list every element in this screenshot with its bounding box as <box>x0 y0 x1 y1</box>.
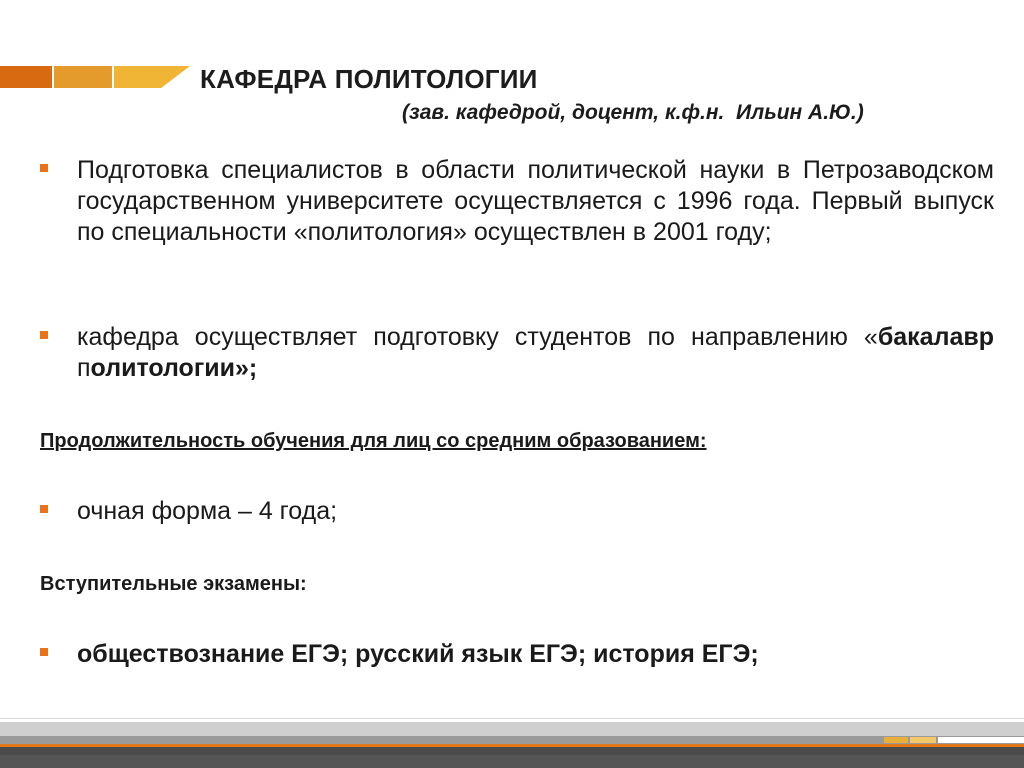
bullet-text-history: Подготовка специалистов в области политической науки в Петрозаводском государственном университете осуществляется с 1996 года. Первый выпуск по специальности «политология» осуществлен в 2001 году; <box>77 156 994 246</box>
bullet-item-bachelor <box>40 322 994 384</box>
footer-band <box>0 747 1024 755</box>
bullet-item-history <box>40 155 994 279</box>
bullet-text-bachelor-plain: кафедра осуществляет подготовку студентов по направлению « <box>77 323 878 351</box>
slide-subtitle: (зав. кафедрой, доцент, к.ф.н. Ильин А.Ю.) <box>402 101 864 124</box>
footer-accent <box>938 737 1024 743</box>
bullet-text-fulltime: очная форма – 4 года; <box>77 497 338 525</box>
slide-title: КАФЕДРА ПОЛИТОЛОГИИ <box>200 64 538 94</box>
bullet-item-exams <box>40 639 994 671</box>
bullet-square-icon <box>40 505 48 513</box>
bullet-text-bachelor <box>77 322 994 384</box>
bullet-text-bachelor-plain2: п <box>77 354 91 382</box>
bullet-text-exams: обществознание ЕГЭ; русский язык ЕГЭ; история ЕГЭ; <box>77 640 759 668</box>
bullet-text-bachelor-bold2: олитологии»; <box>90 354 258 382</box>
bullet-square-icon <box>40 648 48 656</box>
bullet-square-icon <box>40 164 48 172</box>
exams-heading: Вступительные экзамены: <box>40 573 307 595</box>
footer-accent <box>910 737 936 743</box>
footer-band <box>0 722 1024 736</box>
decor-segment-dark-orange <box>0 66 52 88</box>
footer-band <box>0 718 1024 721</box>
duration-heading: Продолжительность обучения для лиц со средним образованием: <box>40 430 707 452</box>
footer-decor-bands <box>0 718 1024 768</box>
footer-accent <box>884 737 908 743</box>
footer-band <box>0 736 1024 744</box>
header-decor-strip <box>0 66 190 88</box>
decor-segment-yellow <box>114 66 190 88</box>
bullet-text-bachelor-bold1: бакалавр <box>877 323 994 351</box>
decor-segment-orange <box>54 66 112 88</box>
bullet-item-fulltime <box>40 496 994 528</box>
footer-band <box>0 755 1024 768</box>
bullet-square-icon <box>40 331 48 339</box>
